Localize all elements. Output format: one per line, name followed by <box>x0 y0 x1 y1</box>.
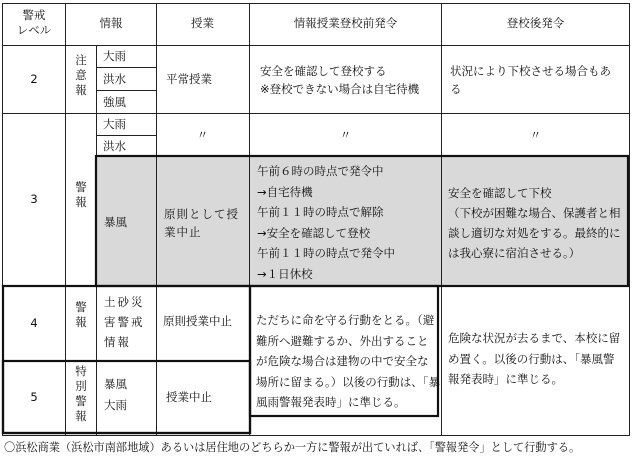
class-r4: 原則授業中止 <box>163 314 232 328</box>
info-ooame: 大雨 <box>103 49 126 63</box>
header-before: 情報授業登校前発令 <box>293 16 398 30</box>
ditto-before: 〃 <box>339 128 352 142</box>
before-r3: 午前６時の時点で発令中 →自宅待機 午前１１時の時点で解除 →安全を確認して登校 午前１１時の時点で発令中 →１日休校 <box>257 164 395 281</box>
info-kyoufuu: 強風 <box>103 95 126 109</box>
level-4: 4 <box>30 316 38 330</box>
info-ooame-5: 大雨 <box>104 398 127 412</box>
after-r45: 危険な状況が去るまで、本校に留 め置く。以後の行動は、「暴風警 報発表時」に準じる。 <box>448 331 621 386</box>
footnote: 〇浜松商業（浜松市南部地域）あるいは居住地のどちらか一方に警報が出ていれば、「警報発令」として行動する。 <box>4 441 581 454</box>
class-r5: 授業中止 <box>166 390 212 404</box>
header-after: 登校後発令 <box>506 16 565 30</box>
before-r45: ただちに命を守る行動をとる。（避 難所へ避難するか、外出すること が危険な場合は建物の中で安全な 場所に留まる。）以後の行動は、「暴 風雨警報発表時」に準じる。 <box>256 313 440 409</box>
ditto-class: 〃 <box>196 128 209 142</box>
info-kouzui: 洪水 <box>103 72 126 86</box>
header-info: 情報 <box>99 16 123 30</box>
category-tokubetsu: 特別警報 <box>75 364 87 423</box>
info-dosha: 土砂災 害警戒 情報 <box>104 295 145 349</box>
level-3: 3 <box>30 192 38 206</box>
category-keihou-4: 警報 <box>75 300 87 329</box>
category-keihou: 警報 <box>75 180 87 209</box>
after-r2: 状況により下校させる場合もあ る <box>450 64 611 96</box>
info-kouzui-3: 洪水 <box>103 139 126 153</box>
ditto-after: 〃 <box>529 128 542 142</box>
header-class: 授業 <box>191 16 214 30</box>
class-normal: 平常授業 <box>166 72 212 86</box>
after-r3: 安全を確認して下校 （下校が困難な場合、保護者と相 談し適切な対処をする。最終的に は我心寮に宿泊させる。） <box>448 186 621 260</box>
info-boufuu-5: 暴風 <box>104 377 127 391</box>
class-suspend: 原則として授 業中止 <box>164 207 239 239</box>
info-boufuu: 暴風 <box>104 215 127 229</box>
level-2: 2 <box>30 72 38 86</box>
level-5: 5 <box>30 390 38 404</box>
info-ooame-3: 大雨 <box>103 117 126 131</box>
header-level: 警戒 レベル <box>16 8 52 37</box>
before-r2: 安全を確認して登校する ※登校できない場合は自宅待機 <box>260 64 420 96</box>
category-chuihou: 注意報 <box>75 53 87 97</box>
